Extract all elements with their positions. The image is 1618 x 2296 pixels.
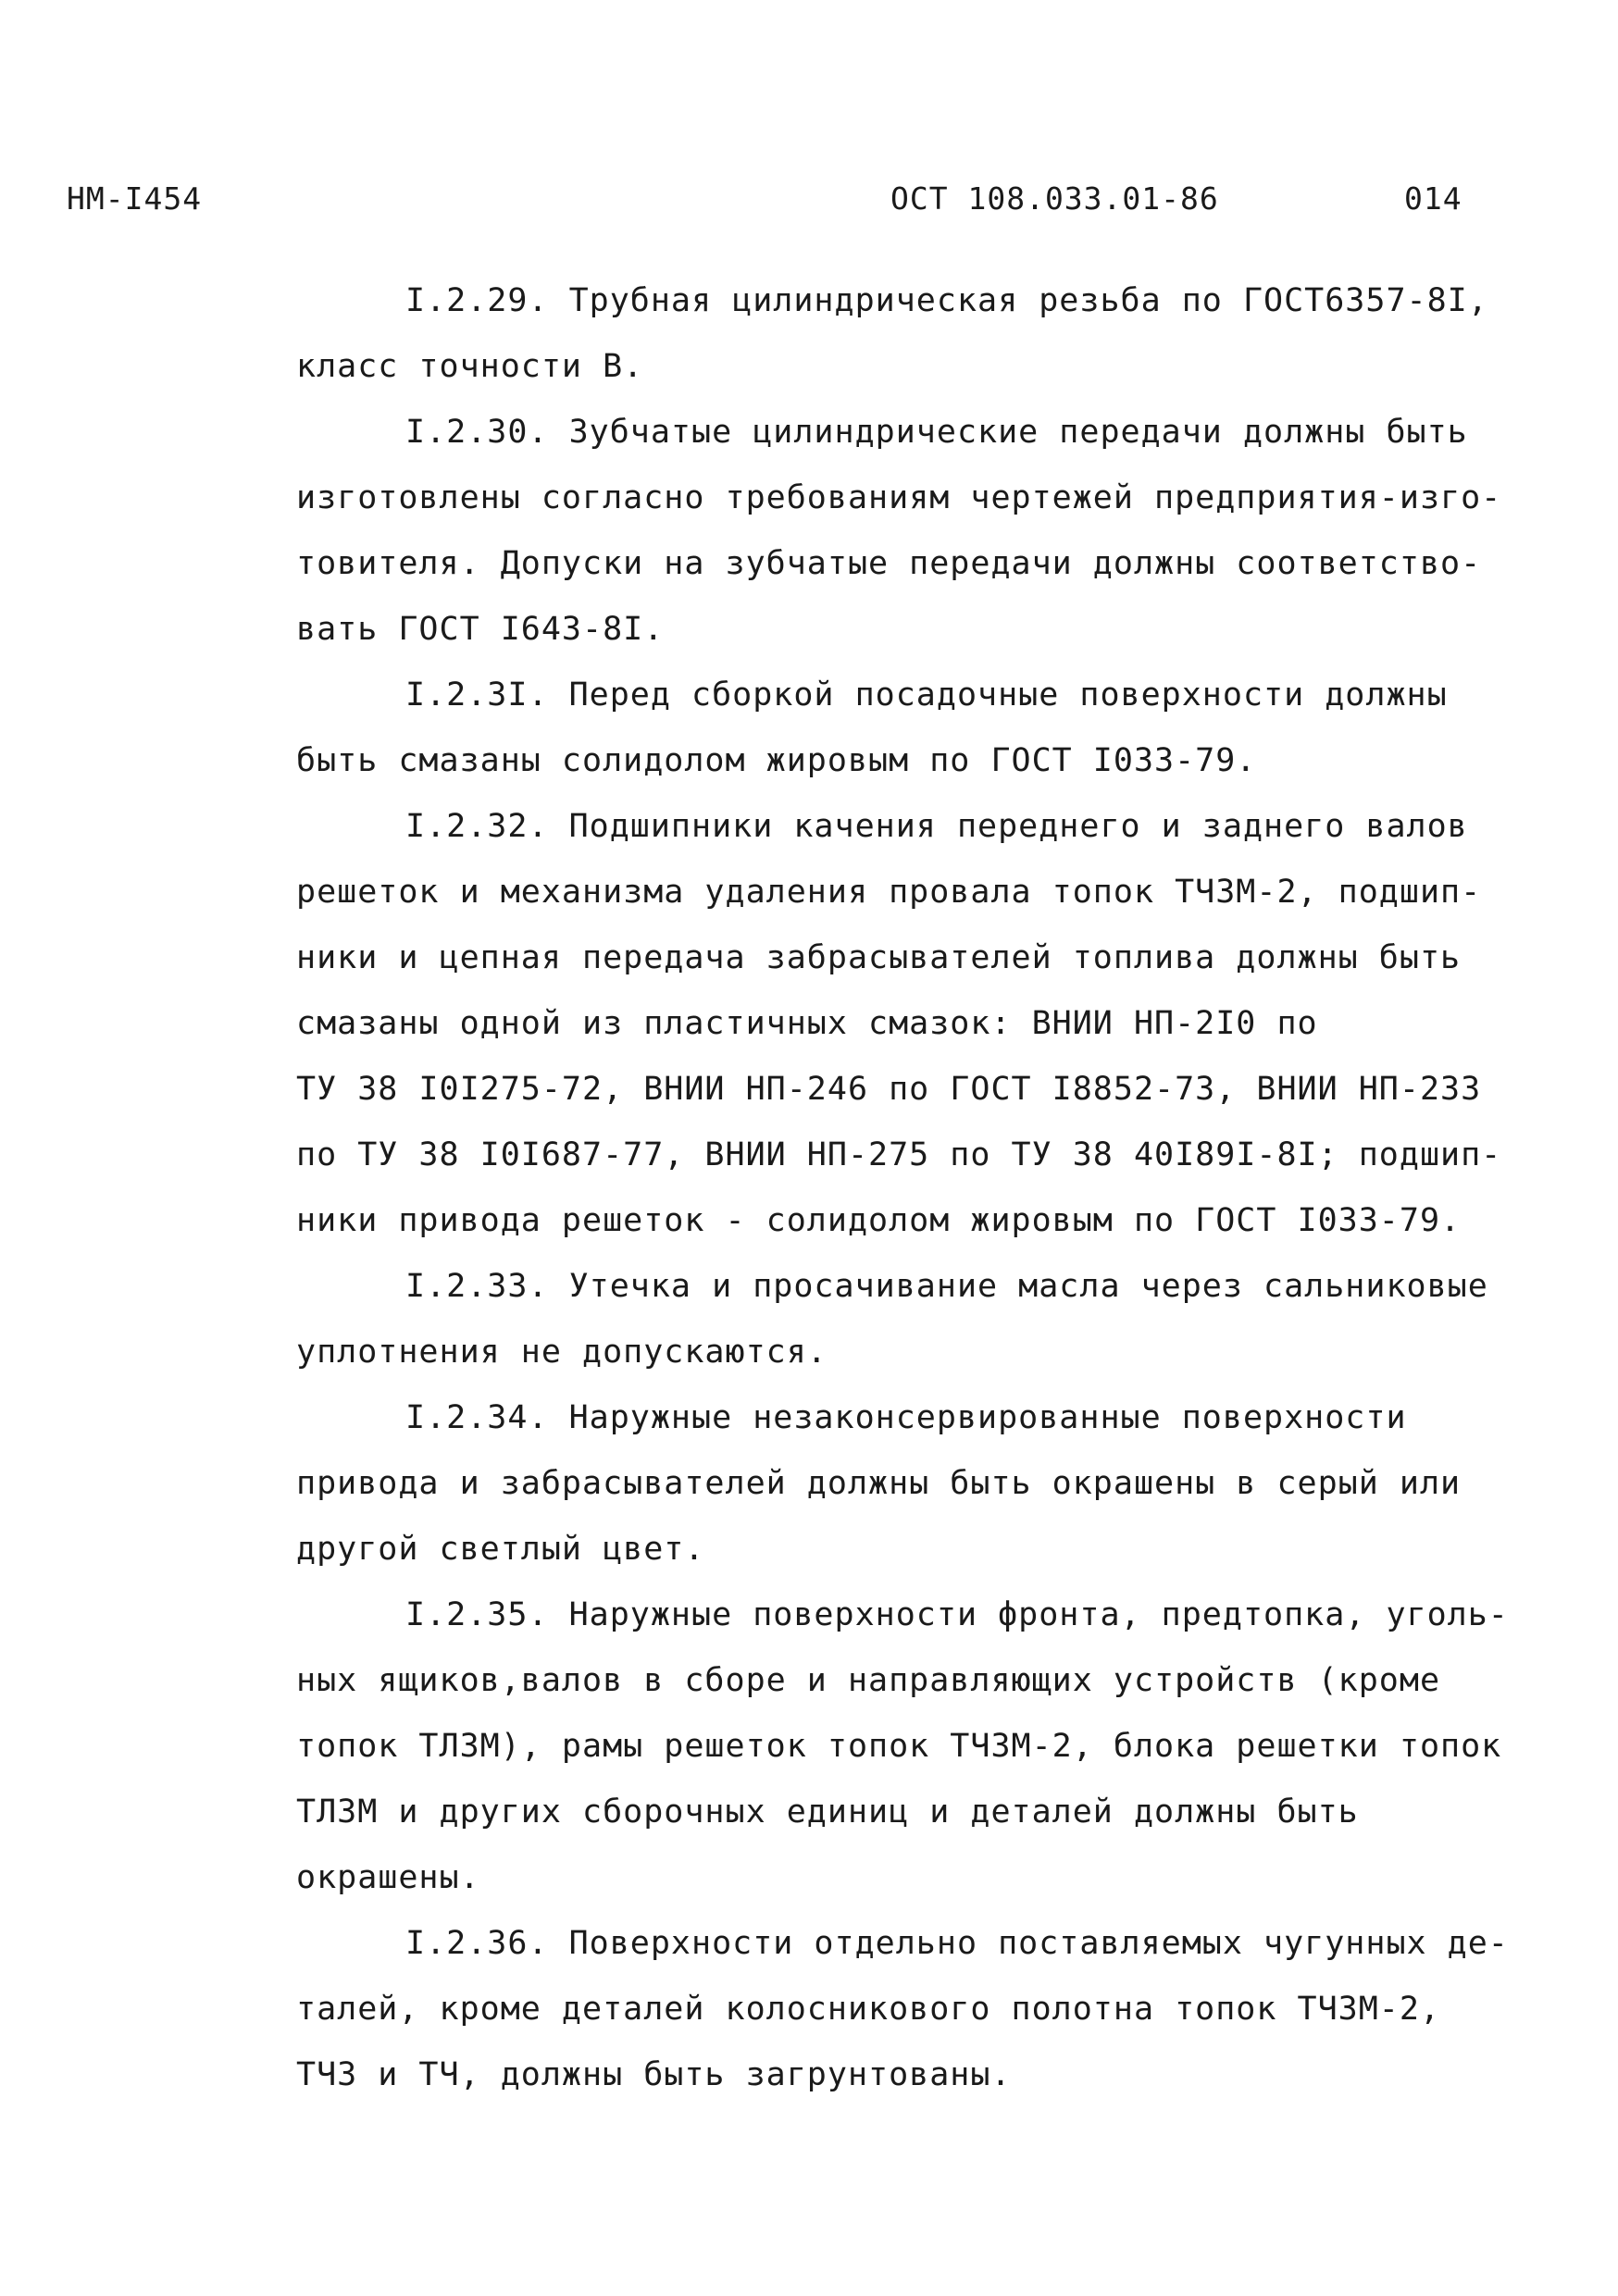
text-line: товителя. Допуски на зубчатые передачи должны соответство- bbox=[296, 545, 1482, 582]
clause-1-2-30 bbox=[296, 400, 1564, 663]
text-line: по ТУ 38 I0I687-77, ВНИИ НП-275 по ТУ 38 40I89I-8I; подшип- bbox=[296, 1136, 1502, 1173]
text-line: ТЛЗМ и других сборочных единиц и деталей должны быть bbox=[296, 1793, 1359, 1831]
text-line: привода и забрасывателей должны быть окрашены в серый или bbox=[296, 1465, 1462, 1502]
text-line: I.2.32. Подшипники качения переднего и заднего валов bbox=[405, 808, 1468, 845]
clause-1-2-29 bbox=[296, 268, 1564, 400]
clause-1-2-35 bbox=[296, 1582, 1564, 1911]
text-line: I.2.3I. Перед сборкой посадочные поверхности должны bbox=[405, 676, 1448, 714]
text-line: ТУ 38 I0I275-72, ВНИИ НП-246 по ГОСТ I8852-73, ВНИИ НП-233 bbox=[296, 1071, 1482, 1108]
text-line: решеток и механизма удаления провала топок ТЧЗМ-2, подшип- bbox=[296, 874, 1482, 911]
text-line: ники привода решеток - солидолом жировым по ГОСТ I033-79. bbox=[296, 1202, 1462, 1239]
text-line: I.2.30. Зубчатые цилиндрические передачи должны быть bbox=[405, 414, 1468, 451]
text-line: изготовлены согласно требованиям чертежей предприятия-изго- bbox=[296, 479, 1502, 516]
clause-1-2-32 bbox=[296, 794, 1564, 1254]
text-line: талей, кроме деталей колосникового полотна топок ТЧЗМ-2, bbox=[296, 1991, 1441, 2028]
text-line: ники и цепная передача забрасывателей топлива должны быть bbox=[296, 939, 1462, 976]
clause-1-2-31 bbox=[296, 663, 1564, 794]
text-line: уплотнения не допускаются. bbox=[296, 1334, 828, 1371]
text-line: I.2.34. Наружные незаконсервированные поверхности bbox=[405, 1399, 1407, 1436]
document-body bbox=[296, 268, 1564, 2108]
page-header bbox=[67, 180, 1551, 227]
text-line: I.2.29. Трубная цилиндрическая резьба по ГОСТ6357-8I, bbox=[405, 282, 1488, 319]
text-line: I.2.33. Утечка и просачивание масла через сальниковые bbox=[405, 1268, 1488, 1305]
text-line: окрашены. bbox=[296, 1859, 480, 1896]
text-line: I.2.35. Наружные поверхности фронта, предтопка, уголь- bbox=[405, 1596, 1509, 1633]
text-line: топок ТЛЗМ), рамы решеток топок ТЧЗМ-2, блока решетки топок bbox=[296, 1728, 1502, 1765]
text-line: I.2.36. Поверхности отдельно поставляемых чугунных де- bbox=[405, 1925, 1509, 1962]
clause-1-2-36 bbox=[296, 1911, 1564, 2108]
text-line: ТЧЗ и ТЧ, должны быть загрунтованы. bbox=[296, 2056, 1012, 2093]
text-line: смазаны одной из пластичных смазок: ВНИИ НП-2I0 по bbox=[296, 1005, 1318, 1042]
clause-1-2-33 bbox=[296, 1254, 1564, 1385]
header-page-number: 014 bbox=[1404, 180, 1462, 217]
text-line: ных ящиков,валов в сборе и направляющих устройств (кроме bbox=[296, 1662, 1441, 1699]
text-line: вать ГОСТ I643-8I. bbox=[296, 611, 665, 648]
header-code: НМ-I454 bbox=[67, 180, 203, 217]
text-line: класс точности В. bbox=[296, 348, 644, 385]
text-line: быть смазаны солидолом жировым по ГОСТ I033-79. bbox=[296, 742, 1257, 779]
clause-1-2-34 bbox=[296, 1385, 1564, 1582]
header-document-number: ОСТ 108.033.01-86 bbox=[890, 180, 1219, 217]
text-line: другой светлый цвет. bbox=[296, 1531, 705, 1568]
